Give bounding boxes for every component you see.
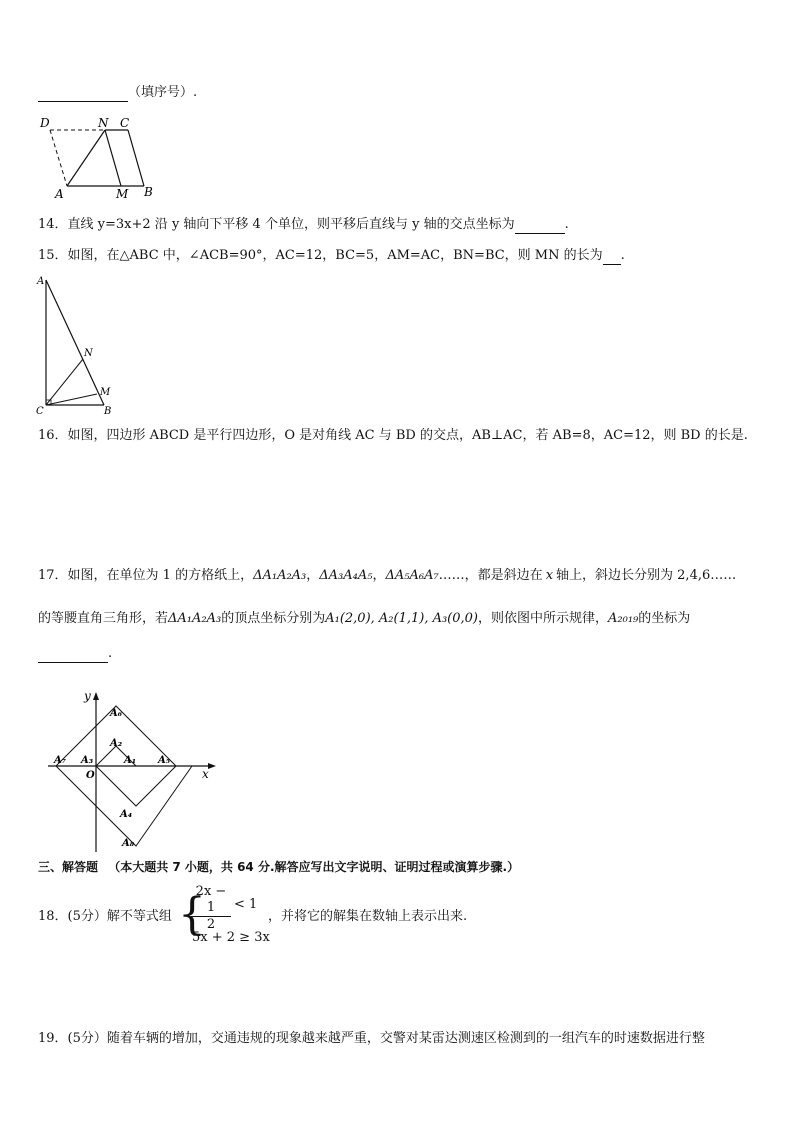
label-N: N xyxy=(84,348,93,359)
system-brace: { xyxy=(178,889,206,940)
q15 xyxy=(38,247,625,265)
q13-tail: （填序号）. xyxy=(128,85,198,100)
fraction-denominator: 2 xyxy=(206,917,216,932)
answer-blank xyxy=(603,250,621,265)
q18-prefix: 18．(5分）解不等式组 xyxy=(38,909,172,924)
q13-answer-line xyxy=(38,84,197,102)
q14-end: . xyxy=(564,217,569,232)
q17-tri2: ΔA₃A₄A₅ xyxy=(319,568,373,583)
label-A7: A₇ xyxy=(54,755,67,766)
q17-tri-first: ΔA₁A₂A₃ xyxy=(168,611,222,626)
section-note: （本大题共 7 小题，共 64 分.解答应写出文字说明、证明过程或演算步骤.） xyxy=(108,860,520,874)
q17-text-f: ，则依图中所示规律， xyxy=(478,611,609,626)
q17-tri1: ΔA₁A₂A₃ xyxy=(253,568,307,583)
label-B: B xyxy=(144,185,153,199)
q17-text-c: 轴上，斜边长分别为 2,4,6…… xyxy=(556,568,737,583)
q17-x-var: x xyxy=(545,568,554,583)
ineq2: 5x + 2 ≥ 3x xyxy=(192,930,270,945)
q17-target: A₂₀₁₉ xyxy=(608,611,639,626)
section-3-heading xyxy=(38,858,519,876)
q17-coords: A₁(2,0), A₂(1,1), A₃(0,0) xyxy=(325,611,479,626)
fraction-numerator: 2x − 1 xyxy=(191,884,231,917)
label-D: D xyxy=(40,116,50,130)
q17-end: . xyxy=(108,646,113,661)
q17-line1 xyxy=(38,567,736,585)
section-title: 三、解答题 xyxy=(38,860,99,874)
label-N: N xyxy=(98,116,109,130)
label-A3: A₃ xyxy=(81,755,94,766)
label-y: y xyxy=(84,689,91,703)
answer-blank xyxy=(38,648,108,663)
answer-blank xyxy=(515,219,565,234)
q16-text: 16．如图，四边形 ABCD 是平行四边形，O 是对角线 AC 与 BD 的交点，AB⊥AC，若 AB=8，AC=12，则 BD 的长是. xyxy=(38,428,748,443)
q17-text-d: 的等腰直角三角形，若 xyxy=(38,611,169,626)
fraction xyxy=(191,884,231,933)
q19 xyxy=(38,1030,705,1048)
label-A1: A₁ xyxy=(124,755,137,766)
ineq1-rhs: < 1 xyxy=(234,897,258,912)
q14 xyxy=(38,216,569,234)
q17-sep1: ， xyxy=(306,568,320,583)
q15-figure xyxy=(34,274,124,418)
label-A8: A₈ xyxy=(122,838,135,849)
q14-text: 14．直线 y=3x+2 沿 y 轴向下平移 4 个单位，则平移后直线与 y 轴的交点坐标为 xyxy=(38,217,515,232)
q16 xyxy=(38,427,748,445)
label-A4: A₄ xyxy=(120,809,133,820)
q17-figure xyxy=(40,686,230,856)
q17-text-b: ……，都是斜边在 xyxy=(438,568,543,583)
label-M: M xyxy=(116,187,129,201)
q17-sep2: ， xyxy=(372,568,386,583)
label-C: C xyxy=(120,116,130,130)
q18-suffix: ，并将它的解集在数轴上表示出来. xyxy=(268,909,468,924)
label-B: B xyxy=(104,406,112,417)
q17-text-e: 的顶点坐标分别为 xyxy=(221,611,326,626)
label-A: A xyxy=(55,187,64,201)
q17-line2 xyxy=(38,610,690,628)
answer-blank xyxy=(38,87,128,102)
label-x: x xyxy=(202,767,209,781)
q17-answer-line xyxy=(38,645,112,663)
label-A6: A₆ xyxy=(110,708,123,719)
q13-figure xyxy=(30,114,160,204)
label-O: O xyxy=(86,770,95,781)
label-C: C xyxy=(36,406,44,417)
q19-text: 19．(5分）随着车辆的增加，交通违规的现象越来越严重，交警对某雷达测速区检测到的一组汽车的时速数据进行整 xyxy=(38,1031,705,1046)
q17-text-a: 17．如图，在单位为 1 的方格纸上， xyxy=(38,568,254,583)
label-A5: A₅ xyxy=(158,755,171,766)
label-A: A xyxy=(37,276,45,287)
q17-text-g: 的坐标为 xyxy=(638,611,691,626)
q17-tri3: ΔA₅A₆A₇ xyxy=(385,568,439,583)
q15-end: . xyxy=(620,248,625,263)
q15-text: 15．如图，在△ABC 中，∠ACB=90°，AC=12，BC=5，AM=AC，BN=BC，则 MN 的长为 xyxy=(38,248,603,263)
label-M: M xyxy=(100,387,111,398)
label-A2: A₂ xyxy=(110,738,123,749)
